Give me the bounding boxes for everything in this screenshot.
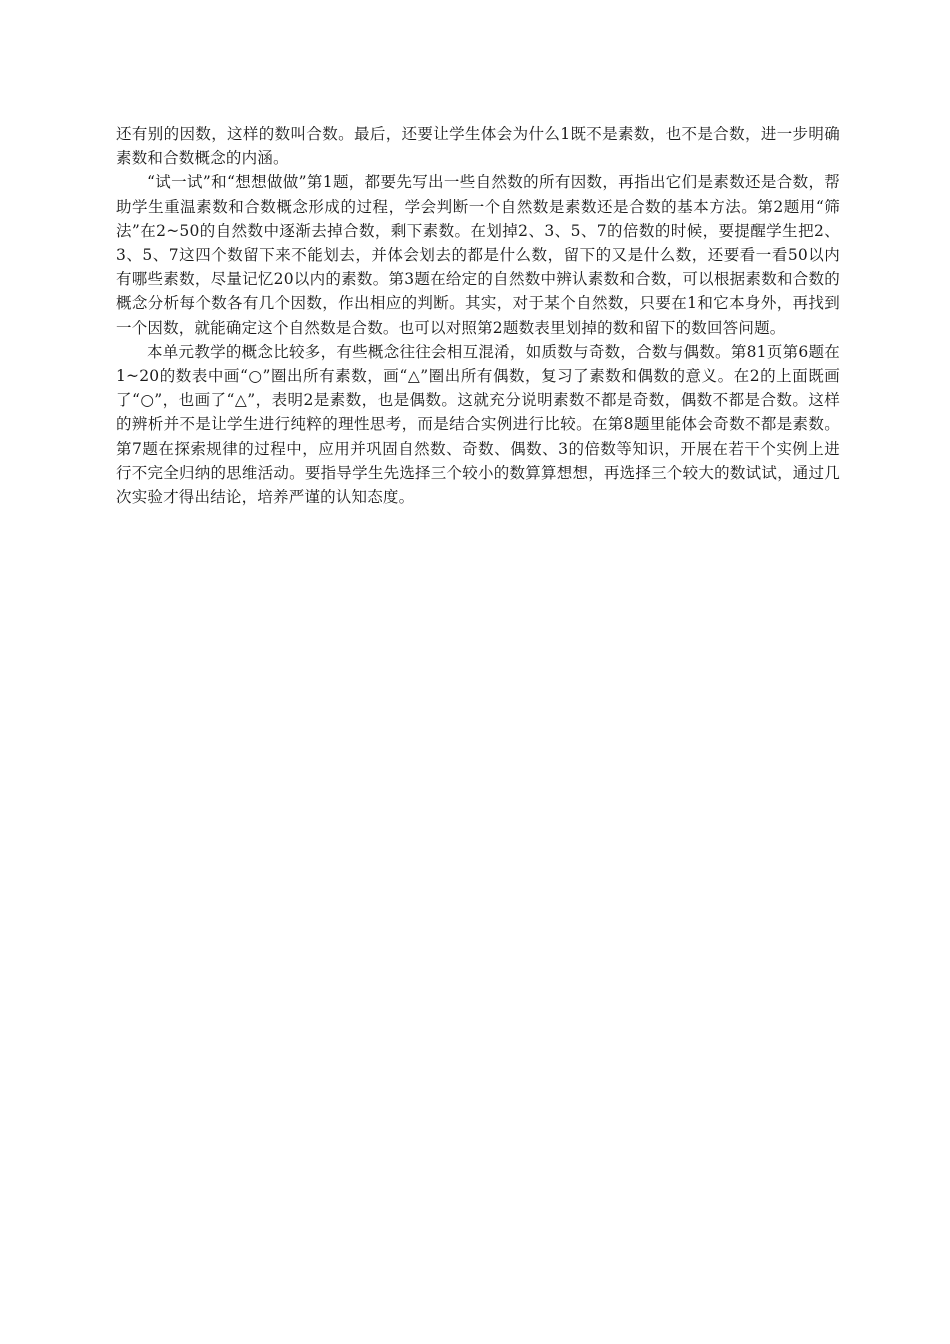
paragraph-3: 本单元教学的概念比较多，有些概念往往会相互混淆，如质数与奇数，合数与偶数。第81页第6题在1~20的数表中画“○”圈出所有素数，画“△”圈出所有偶数，复习了素数和偶数的意义。在2的上面既画了“○”，也画了“△”，表明2是素数，也是偶数。这就充分说明素数不都是奇数，偶数不都是合数。这样的辨析并不是让学生进行纯粹的理性思考，而是结合实例进行比较。在第8题里能体会奇数不都是素数。第7题在探索规律的过程中，应用并巩固自然数、奇数、偶数、3的倍数等知识，开展在若干个实例上进行不完全归纳的思维活动。要指导学生先选择三个较小的数算算想想，再选择三个较大的数试试，通过几次实验才得出结论，培养严谨的认知态度。 xyxy=(116,342,840,507)
document-body xyxy=(116,122,840,509)
paragraph-2: “试一试”和“想想做做”第1题，都要先写出一些自然数的所有因数，再指出它们是素数还是合数，帮助学生重温素数和合数概念形成的过程，学会判断一个自然数是素数还是合数的基本方法。第2题用“筛法”在2~50的自然数中逐渐去掉合数，剩下素数。在划掉2、3、5、7的倍数的时候，要提醒学生把2、3、5、7这四个数留下来不能划去，并体会划去的都是什么数，留下的又是什么数，还要看一看50以内有哪些素数，尽量记忆20以内的素数。第3题在给定的自然数中辨认素数和合数，可以根据素数和合数的概念分析每个数各有几个因数，作出相应的判断。其实，对于某个自然数，只要在1和它本身外，再找到一个因数，就能确定这个自然数是合数。也可以对照第2题数表里划掉的数和留下的数回答问题。 xyxy=(116,173,840,337)
paragraph-1: 还有别的因数，这样的数叫合数。最后，还要让学生体会为什么1既不是素数，也不是合数，进一步明确素数和合数概念的内涵。 xyxy=(116,125,840,168)
